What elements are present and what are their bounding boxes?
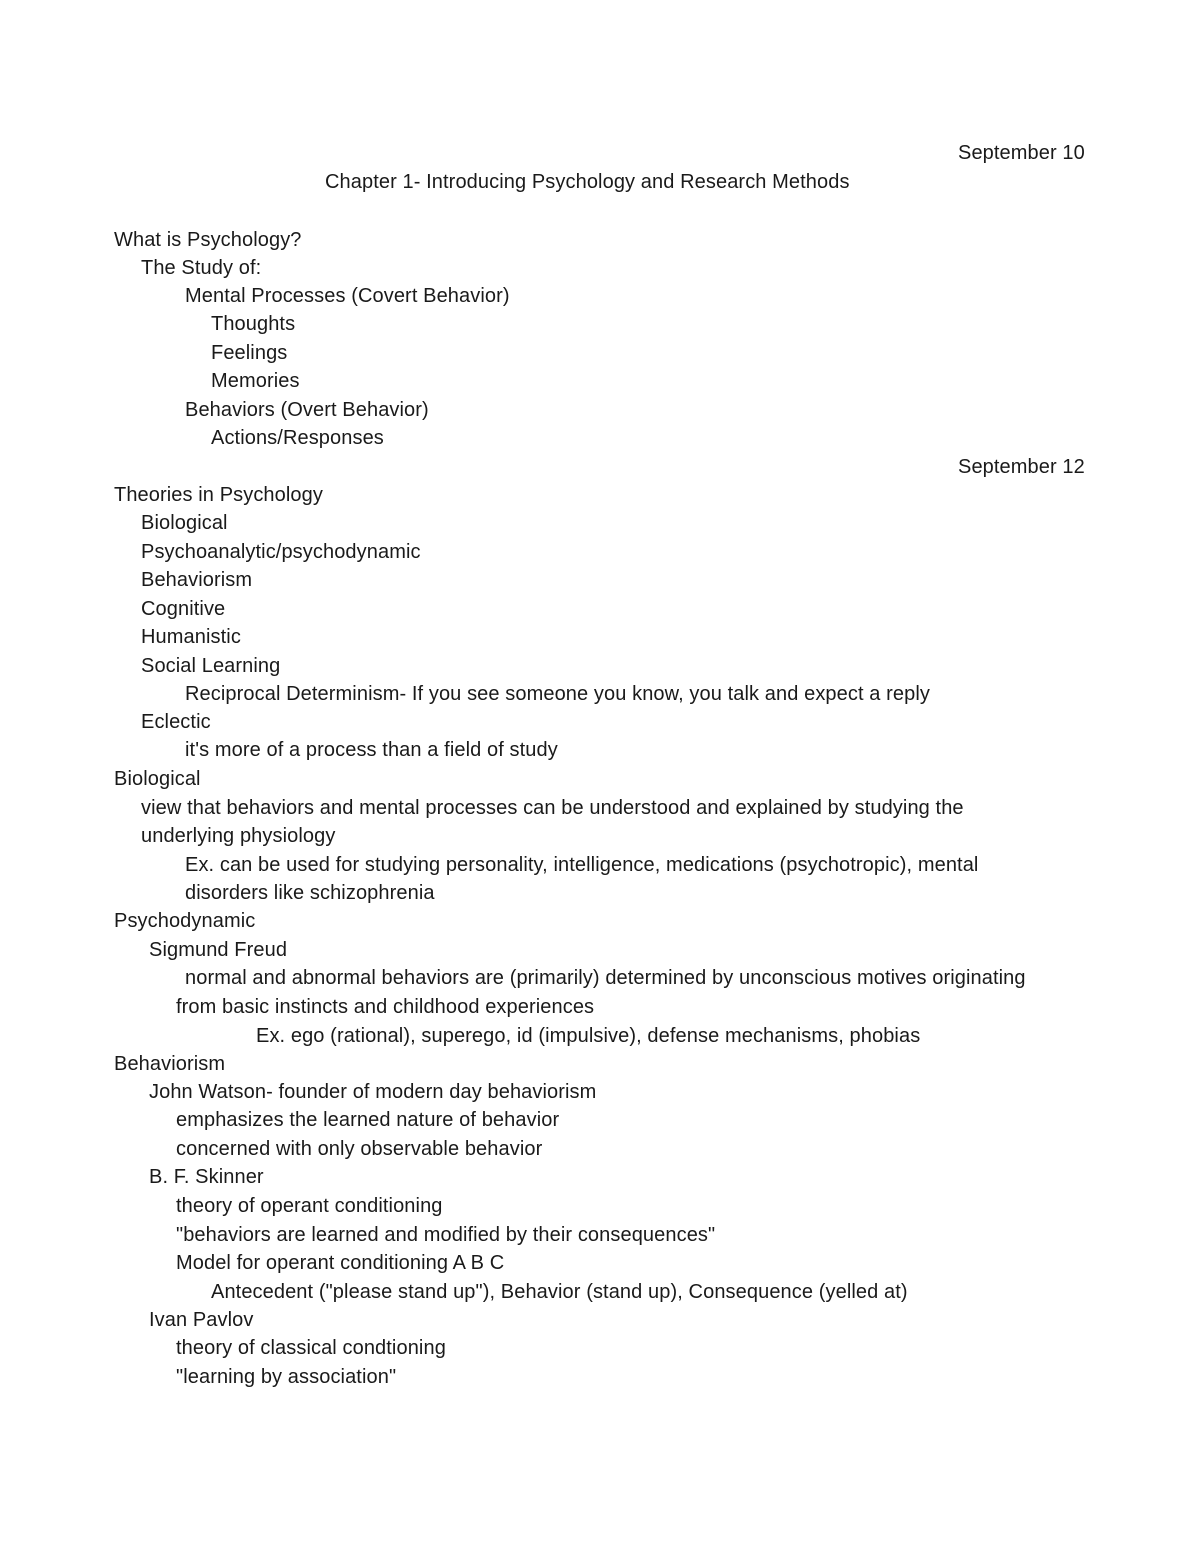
note-line: Behaviorism [141,569,253,591]
date-label: September 12 [958,456,1085,478]
note-line: Reciprocal Determinism- If you see someone you know, you talk and expect a reply [185,683,931,705]
note-line: Ex. can be used for studying personality, intelligence, medications (psychotropic), mental [185,854,979,876]
note-line: Ex. ego (rational), superego, id (impulsive), defense mechanisms, phobias [256,1025,921,1047]
note-line: view that behaviors and mental processes can be understood and explained by studying the [141,797,964,819]
note-line: Biological [141,512,228,534]
note-line: disorders like schizophrenia [185,882,435,904]
note-line: "learning by association" [176,1366,397,1388]
section-heading: Theories in Psychology [114,484,323,506]
note-line: Thoughts [211,313,296,335]
note-line: theory of operant conditioning [176,1195,443,1217]
note-line: emphasizes the learned nature of behavior [176,1109,560,1131]
note-line: it's more of a process than a field of study [185,739,558,761]
section-heading: Biological [114,768,201,790]
note-line: Feelings [211,342,288,364]
note-line: Humanistic [141,626,241,648]
note-line: Mental Processes (Covert Behavior) [185,285,510,307]
chapter-title: Chapter 1- Introducing Psychology and Research Methods [325,171,850,193]
note-line: Model for operant conditioning A B C [176,1252,505,1274]
note-line: from basic instincts and childhood experiences [176,996,595,1018]
note-line: B. F. Skinner [149,1166,264,1188]
note-line: theory of classical condtioning [176,1337,446,1359]
section-heading: Behaviorism [114,1053,226,1075]
note-line: John Watson- founder of modern day behaviorism [149,1081,597,1103]
note-line: Behaviors (Overt Behavior) [185,399,429,421]
note-line: Ivan Pavlov [149,1309,254,1331]
note-line: Social Learning [141,655,281,677]
note-line: Sigmund Freud [149,939,288,961]
note-line: Actions/Responses [211,427,384,449]
note-line: Cognitive [141,598,226,620]
note-line: Antecedent ("please stand up"), Behavior (stand up), Consequence (yelled at) [211,1281,908,1303]
section-heading: What is Psychology? [114,229,302,251]
note-line: Eclectic [141,711,211,733]
note-line: "behaviors are learned and modified by their consequences" [176,1224,716,1246]
note-line: underlying physiology [141,825,336,847]
date-label: September 10 [958,142,1085,164]
section-heading: Psychodynamic [114,910,256,932]
note-line: The Study of: [141,257,262,279]
note-line: normal and abnormal behaviors are (primarily) determined by unconscious motives originating [185,967,1026,989]
note-line: Memories [211,370,300,392]
note-line: concerned with only observable behavior [176,1138,543,1160]
note-line: Psychoanalytic/psychodynamic [141,541,421,563]
